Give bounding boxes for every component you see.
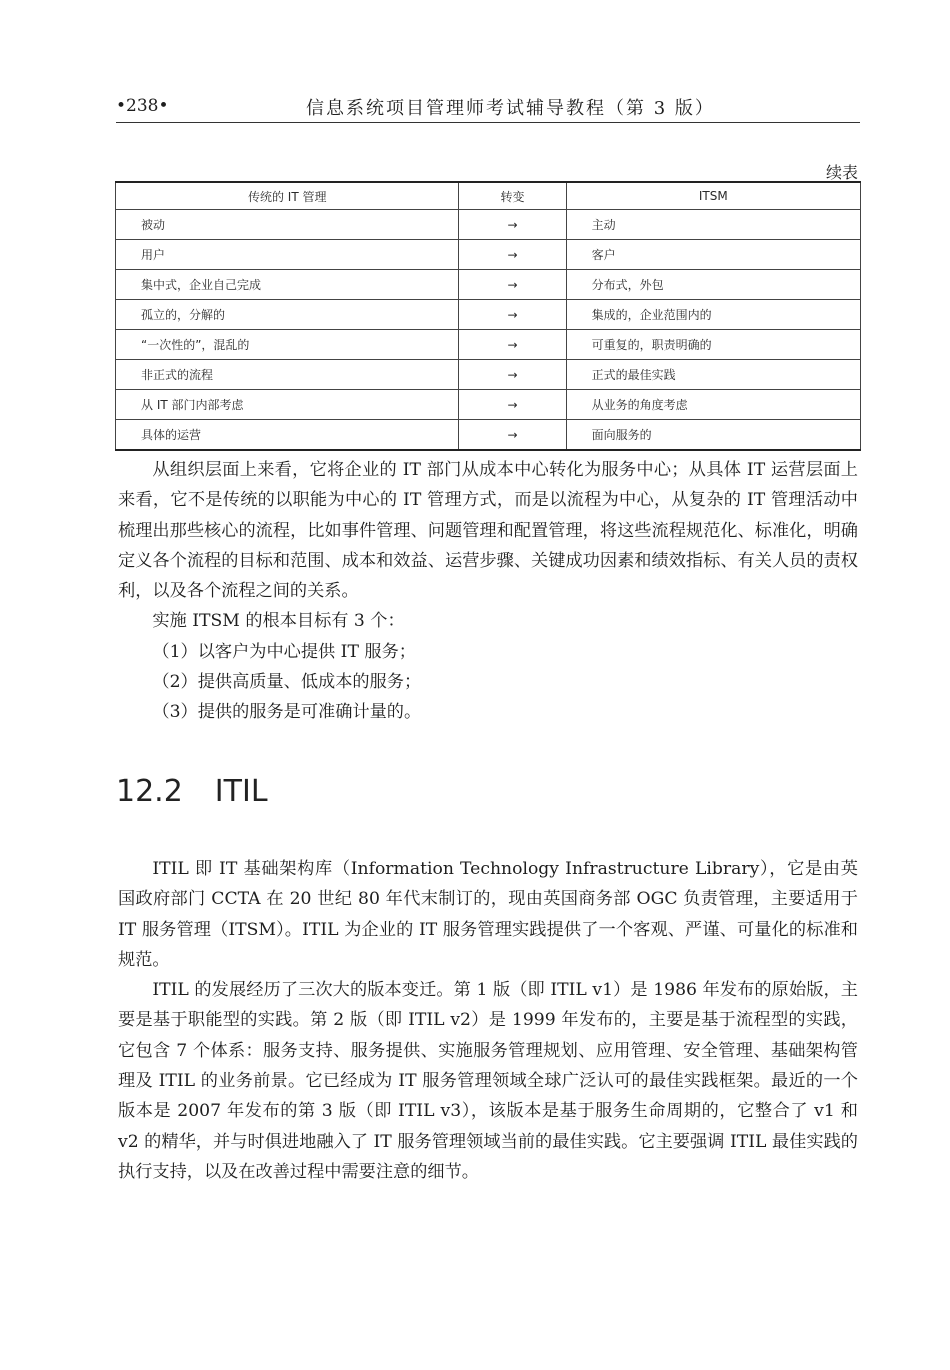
itsm-cell: 集成的，企业范围内的 xyxy=(566,300,860,330)
arrow-cell: → xyxy=(459,420,566,451)
arrow-cell: → xyxy=(459,240,566,270)
column-header-traditional: 传统的 IT 管理 xyxy=(116,182,459,210)
section-title: ITIL xyxy=(214,774,268,809)
section-heading xyxy=(116,774,268,809)
arrow-cell: → xyxy=(459,330,566,360)
table-row xyxy=(116,240,861,270)
arrow-cell: → xyxy=(459,210,566,240)
running-header xyxy=(116,92,860,123)
traditional-cell: 非正式的流程 xyxy=(116,360,459,390)
column-header-change: 转变 xyxy=(459,182,566,210)
table-row xyxy=(116,360,861,390)
book-title: 信息系统项目管理师考试辅导教程（第 3 版） xyxy=(306,98,715,119)
column-header-itsm: ITSM xyxy=(566,182,860,210)
traditional-cell: 用户 xyxy=(116,240,459,270)
page-number: •238• xyxy=(116,96,169,116)
traditional-cell: 具体的运营 xyxy=(116,420,459,451)
arrow-cell: → xyxy=(459,270,566,300)
goal-list-item: （3）提供的服务是可准确计量的。 xyxy=(152,702,422,723)
traditional-cell: 集中式，企业自己完成 xyxy=(116,270,459,300)
itsm-cell: 可重复的，职责明确的 xyxy=(566,330,860,360)
body-paragraph: ITIL 即 IT 基础架构库（Information Technology Infrastructure Library），它是由英国政府部门 CCTA 在 20 世纪 80 年代末制订的，现由英国商务部 OGC 负责管理，主要适用于 IT 服务管理（ITSM）。ITIL 为企业的 IT 服务管理实践提供了一个客观、严谨、可量化的标准和规范。 xyxy=(118,859,858,970)
traditional-cell: “一次性的”，混乱的 xyxy=(116,330,459,360)
goal-list-item: （2）提供高质量、低成本的服务； xyxy=(152,672,422,693)
table-row xyxy=(116,390,861,420)
traditional-cell: 从 IT 部门内部考虑 xyxy=(116,390,459,420)
arrow-cell: → xyxy=(459,390,566,420)
arrow-cell: → xyxy=(459,360,566,390)
table-row xyxy=(116,270,861,300)
traditional-cell: 孤立的，分解的 xyxy=(116,300,459,330)
table-row xyxy=(116,300,861,330)
table-caption: 续表 xyxy=(825,163,858,182)
table-row xyxy=(116,420,861,451)
itsm-cell: 分布式，外包 xyxy=(566,270,860,300)
itsm-cell: 正式的最佳实践 xyxy=(566,360,860,390)
body-paragraph: 实施 ITSM 的根本目标有 3 个： xyxy=(152,611,405,632)
traditional-cell: 被动 xyxy=(116,210,459,240)
section-number: 12.2 xyxy=(116,774,183,809)
itsm-cell: 从业务的角度考虑 xyxy=(566,390,860,420)
itsm-cell: 客户 xyxy=(566,240,860,270)
body-paragraph: 从组织层面上来看，它将企业的 IT 部门从成本中心转化为服务中心；从具体 IT 运营层面上来看，它不是传统的以职能为中心的 IT 管理方式，而是以流程为中心，从复杂的 IT 管理活动中梳理出那些核心的流程，比如事件管理、问题管理和配置管理，将这些流程规范化、标准化，明确定义各个流程的目标和范围、成本和效益、运营步骤、关键成功因素和绩效指标、有关人员的责权利，以及各个流程之间的关系。 xyxy=(118,460,858,602)
comparison-table xyxy=(115,181,861,451)
itsm-text-block xyxy=(118,455,858,728)
itil-text-block xyxy=(118,854,858,1187)
arrow-cell: → xyxy=(459,300,566,330)
table-row xyxy=(116,210,861,240)
table-header-row xyxy=(116,182,861,210)
itsm-cell: 面向服务的 xyxy=(566,420,860,451)
goal-list-item: （1）以客户为中心提供 IT 服务； xyxy=(152,641,416,662)
table-row xyxy=(116,330,861,360)
itsm-cell: 主动 xyxy=(566,210,860,240)
body-paragraph: ITIL 的发展经历了三次大的版本变迁。第 1 版（即 ITIL v1）是 1986 年发布的原始版，主要是基于职能型的实践。第 2 版（即 ITIL v2）是 1999 年发布的，主要是基于流程型的实践，它包含 7 个体系：服务支持、服务提供、实施服务管理规划、应用管理、安全管理、基础架构管理及 ITIL 的业务前景。它已经成为 IT 服务管理领域全球广泛认可的最佳实践框架。最近的一个版本是 2007 年发布的第 3 版（即 ITIL v3），该版本是基于服务生命周期的，它整合了 v1 和 v2 的精华，并与时俱进地融入了 IT 服务管理领域当前的最佳实践。它主要强调 ITIL 最佳实践的执行支持，以及在改善过程中需要注意的细节。 xyxy=(118,980,858,1182)
